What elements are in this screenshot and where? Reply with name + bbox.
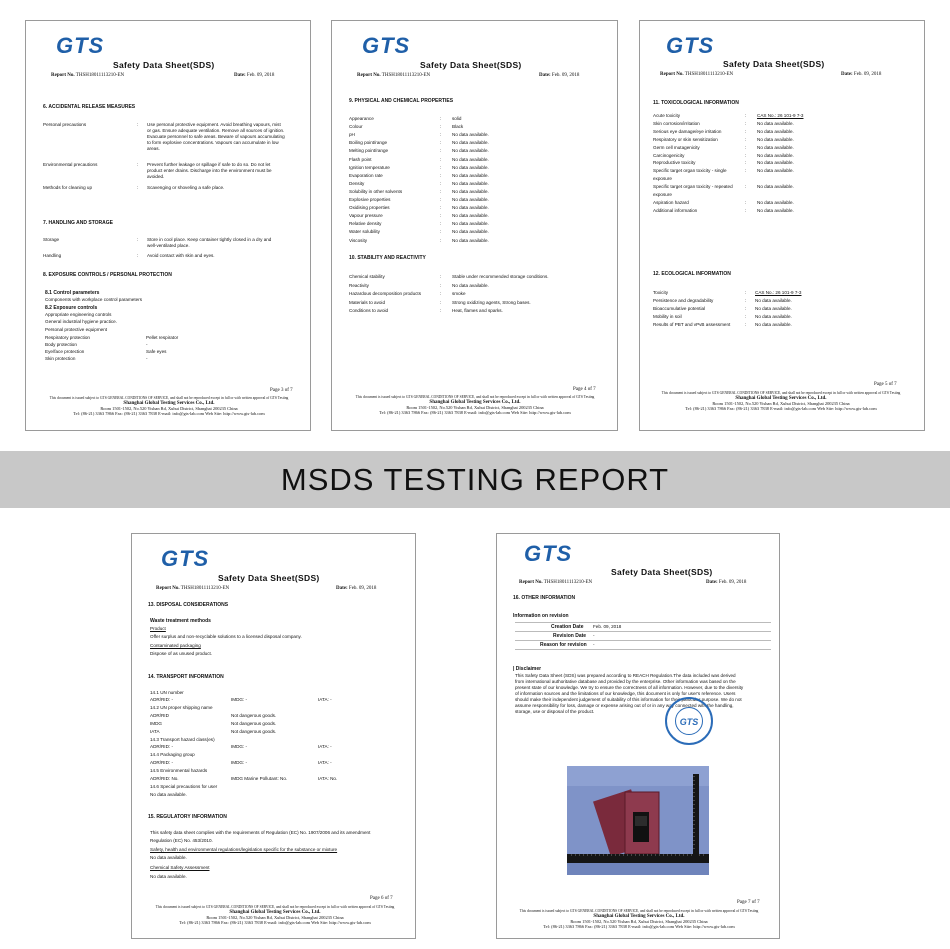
- section-9-heading: 9. PHYSICAL AND CHEMICAL PROPERTIES: [349, 98, 454, 104]
- list-item: [653, 167, 918, 175]
- gts-logo: GTS: [362, 33, 411, 58]
- item-colon: :: [745, 152, 747, 158]
- item-label: Specific target organ toxicity - single: [653, 168, 727, 174]
- chemical-safety-heading: Chemical Safety Assessment: [150, 865, 210, 870]
- item-label: Specific target organ toxicity - repeated: [653, 184, 733, 190]
- list-item: [349, 123, 609, 131]
- reason-value: -: [593, 642, 595, 647]
- list-item: [653, 183, 918, 191]
- certification-stamp: [665, 697, 713, 745]
- item-value: smoke: [452, 291, 466, 297]
- gts-logo: GTS: [524, 541, 573, 566]
- item-colon: :: [745, 168, 747, 174]
- item-value: No data available.: [757, 168, 794, 174]
- storage-value: Store in cool place. Keep container tightly closed in a dry and well-ventilated place.: [147, 237, 272, 248]
- list-item: [653, 128, 918, 136]
- revision-table-line: [515, 640, 771, 641]
- item-value: CAS No.: 26 101-9 7-3: [757, 113, 804, 118]
- special-precautions-heading: 14.6 Special precautions for user: [150, 784, 218, 789]
- item-colon: :: [440, 282, 442, 288]
- item-label: Conditions to avoid: [349, 308, 389, 314]
- revision-info-heading: Information on revision: [513, 613, 569, 619]
- item-value: No data available.: [757, 128, 794, 134]
- item-colon: :: [440, 308, 442, 314]
- environmental-precautions-label: Environmental precautions: [43, 162, 98, 167]
- un-number-iata: IATA: -: [318, 697, 332, 702]
- item-colon: :: [440, 140, 442, 146]
- section-14-heading: 14. TRANSPORT INFORMATION: [148, 674, 224, 680]
- creation-date-label: Creation Date: [551, 624, 584, 630]
- sds-page-4: [331, 20, 618, 431]
- item-label: Viscosity: [349, 237, 368, 243]
- regulatory-legislation-heading: Safety, health and environmental regulations/legislation specific for the substance or mixture: [150, 847, 338, 852]
- item-label: exposure: [653, 176, 672, 182]
- item-colon: :: [745, 207, 747, 213]
- page-number: Page 6 of 7: [370, 896, 393, 901]
- shipping-iata-label: IATA: [150, 729, 160, 734]
- shipping-imdg-label: IMDG: [150, 721, 162, 726]
- un-number-adr: ADR/RID: -: [150, 697, 173, 702]
- body-label: Body protection: [45, 342, 77, 347]
- report-date: Date: Feb. 09, 2018: [706, 580, 747, 585]
- item-label: Relative density: [349, 221, 382, 227]
- item-label: Additional information: [653, 207, 698, 213]
- item-label: Skin corrosion/irritation: [653, 120, 700, 126]
- environmental-hazards-imdg: IMDG Marine Pollutant: No.: [231, 776, 288, 781]
- shipping-adr-label: ADR/RID: [150, 713, 169, 718]
- list-item: [653, 305, 918, 313]
- waste-treatment-heading: Waste treatment methods: [150, 618, 211, 624]
- item-value: No data available.: [452, 229, 489, 235]
- item-value: No data available.: [757, 152, 794, 158]
- report-date: Date: Feb. 09, 2018: [539, 73, 580, 78]
- list-item: [349, 164, 609, 172]
- item-value: No data available.: [452, 205, 489, 211]
- item-colon: :: [745, 160, 747, 166]
- item-colon: :: [440, 172, 442, 178]
- report-date: Date: Feb. 09, 2018: [234, 73, 275, 78]
- item-colon: :: [745, 199, 747, 205]
- list-item: [349, 282, 609, 291]
- shipping-name-heading: 14.2 UN proper shipping name: [150, 705, 213, 710]
- regulatory-legislation-text: No data available.: [150, 855, 187, 860]
- item-label: Flash point: [349, 156, 372, 162]
- item-value: Strong oxidizing agents, Strong bases.: [452, 299, 531, 305]
- gts-logo: GTS: [666, 33, 715, 58]
- list-item: [349, 237, 609, 245]
- colon: :: [137, 253, 139, 258]
- list-item: [653, 152, 918, 160]
- item-value: No data available.: [757, 199, 794, 205]
- item-label: Materials to avoid: [349, 299, 386, 305]
- control-parameters-text: Components with workplace control parameters: [45, 297, 143, 302]
- item-colon: :: [440, 291, 442, 297]
- item-colon: :: [440, 124, 442, 130]
- sds-page-6: [131, 533, 416, 939]
- report-date: Date: Feb. 09, 2018: [841, 72, 882, 77]
- item-label: Explosive properties: [349, 197, 391, 202]
- item-value: solid: [452, 116, 462, 121]
- section-12-heading: 12. ECOLOGICAL INFORMATION: [653, 271, 731, 277]
- product-text: Offer surplus and non-recyclable solutions to a licensed disposal company.: [150, 634, 302, 639]
- section-8-heading: 8. EXPOSURE CONTROLS / PERSONAL PROTECTION: [43, 272, 172, 278]
- report-number: Report No. THSH18011113210-EN: [357, 73, 431, 78]
- list-item: [653, 207, 918, 215]
- cleaning-value: Scavenging or shoveling a safe place.: [147, 185, 225, 190]
- item-value: No data available.: [757, 207, 794, 213]
- sds-page-5: [639, 20, 925, 431]
- eye-label: Eye/face protection: [45, 349, 85, 354]
- section-7-heading: 7. HANDLING AND STORAGE: [43, 220, 114, 226]
- list-item: [349, 307, 609, 316]
- item-colon: :: [745, 306, 747, 311]
- sds-page-3: [25, 20, 311, 431]
- revision-date-label: Revision Date: [553, 633, 587, 639]
- list-item: [349, 228, 609, 236]
- stamp-logo: GTS: [675, 707, 703, 735]
- section-11-heading: 11. TOXICOLOGICAL INFORMATION: [653, 100, 739, 106]
- section-15-heading: 15. REGULATORY INFORMATION: [148, 814, 227, 820]
- un-number-imdg: IMDG: -: [231, 697, 248, 702]
- hazard-class-imdg: IMDG: -: [231, 744, 248, 749]
- skin-value: -: [146, 356, 148, 361]
- item-colon: :: [440, 164, 442, 170]
- sds-page-7: [496, 533, 780, 939]
- item-label: Results of PBT and vPvB assessment: [653, 322, 731, 327]
- item-colon: :: [745, 298, 747, 303]
- colon: :: [137, 162, 139, 167]
- environmental-hazards-iata: IATA: No.: [318, 776, 338, 781]
- item-label: exposure: [653, 192, 672, 197]
- revision-table-line: [515, 649, 771, 650]
- page-number: Page 3 of 7: [270, 388, 293, 393]
- item-label: Evaporation rate: [349, 172, 383, 178]
- item-colon: :: [440, 229, 442, 235]
- product-photo: [567, 766, 709, 875]
- item-colon: :: [745, 314, 747, 319]
- item-colon: :: [440, 205, 442, 211]
- packaging-group-imdg: IMDG: -: [231, 760, 248, 765]
- hazard-class-adr: ADR/RID: -: [150, 744, 173, 749]
- section-13-heading: 13. DISPOSAL CONSIDERATIONS: [148, 602, 229, 608]
- list-item: [349, 172, 609, 180]
- contaminated-packaging-heading: Contaminated packaging: [150, 643, 201, 648]
- item-label: Acute toxicity: [653, 113, 681, 118]
- body-value: -: [146, 342, 148, 347]
- item-label: Oxidising properties: [349, 205, 390, 211]
- item-colon: :: [745, 290, 747, 295]
- disclaimer-heading: | Disclaimer: [513, 666, 542, 672]
- item-colon: :: [745, 120, 747, 126]
- creation-date-value: Feb. 09, 2018: [593, 624, 622, 629]
- product-heading: Product: [150, 626, 166, 631]
- item-colon: :: [440, 274, 442, 279]
- revision-table-line: [515, 622, 771, 623]
- page-footer: This document is issued subject to GTS GENERAL CONDITIONS OF SERVICE, and shall not be reproduced except in full or with written approval of GTS Testing Shanghai Global Testing Services Co., Ltd. Room 1501-1502, No.520 Yishan Rd, Xuhui District, Shanghai 200235 China Tel: (86-21) 3363 7866 Fax: (86-21) 3363 7838 E-mail: info@gts-lab.com Web Site: http://www.gts-lab.com: [49, 396, 289, 416]
- gts-logo: GTS: [56, 33, 105, 58]
- item-label: Hazardous decomposition products: [349, 291, 422, 297]
- page-footer: This document is issued subject to GTS GENERAL CONDITIONS OF SERVICE, and shall not be reproduced except in full or with written approval of GTS Testing Shanghai Global Testing Services Co., Ltd. Room 1501-1502, No.520 Yishan Rd, Xuhui District, Shanghai 200235 China Tel: (86-21) 3363 7866 Fax: (86-21) 3363 7838 E-mail: info@gts-lab.com Web Site: http://www.gts-lab.com: [661, 391, 901, 411]
- sds-title: Safety Data Sheet(SDS): [611, 567, 713, 577]
- regulatory-text-2: Regulation (EC) No. 453/2010.: [150, 838, 213, 843]
- page-footer: This document is issued subject to GTS GENERAL CONDITIONS OF SERVICE, and shall not be reproduced except in full or with written approval of GTS Testing Shanghai Global Testing Services Co., Ltd. Room 1501-1502, No.520 Yishan Rd, Xuhui District, Shanghai 200235 China Tel: (86-21) 3363 7866 Fax: (86-21) 3363 7838 E-mail: info@gts-lab.com Web Site: http://www.gts-lab.com: [519, 909, 759, 929]
- list-item: [653, 297, 918, 305]
- sds-title: Safety Data Sheet(SDS): [420, 60, 522, 70]
- list-item: [653, 112, 918, 120]
- revision-table-line: [515, 631, 771, 632]
- respiratory-label: Respiratory protection: [45, 335, 90, 340]
- packaging-group-iata: IATA: -: [318, 760, 332, 765]
- list-item: [349, 220, 609, 228]
- colon: :: [137, 122, 139, 127]
- page-footer: This document is issued subject to GTS GENERAL CONDITIONS OF SERVICE, and shall not be reproduced except in full or with written approval of GTS Testing Shanghai Global Testing Services Co., Ltd. Room 1501-1502, No.520 Yishan Rd, Xuhui District, Shanghai 200235 China Tel: (86-21) 3363 7866 Fax: (86-21) 3363 7838 E-mail: info@gts-lab.com Web Site: http://www.gts-lab.com: [155, 905, 395, 925]
- reason-label: Reason for revision: [540, 642, 587, 648]
- item-label: Chemical stability: [349, 274, 385, 279]
- disclaimer-text: This Safety Data Sheet (SDS) was prepared according to REACH Regulation.The data included was derived from international authoritative database and provided by the enterprise. Other information was based on the present state of our knowledge. We try to ensure the correctness of all information. However, due to the diversity of information sources and the limitations of our knowledge, this document is only for user's reference. Users should make their independent judgement of suitability of this information for their particular purpose. We do not assume responsibility for loss, damage or expense arising out of or in any way connected with the handling, storage, use or disposal of the product.: [515, 673, 744, 714]
- list-item: [349, 139, 609, 147]
- item-value: No data available.: [452, 213, 489, 219]
- item-value: No data available.: [452, 164, 489, 170]
- item-label: Aspiration hazard: [653, 199, 689, 205]
- list-item: [349, 290, 609, 299]
- item-label: Colour: [349, 124, 363, 130]
- skin-label: Skin protection: [45, 356, 76, 361]
- item-value: No data available.: [452, 140, 489, 146]
- item-label: Respiratory or skin sensitization: [653, 136, 718, 142]
- item-label: Ignition temperature: [349, 164, 390, 170]
- packaging-group-adr: ADR/RID: -: [150, 760, 173, 765]
- item-label: Vapour pressure: [349, 213, 383, 219]
- item-colon: :: [745, 113, 747, 118]
- item-value: No data available.: [452, 148, 489, 154]
- report-number: Report No. THSH18011113210-EN: [156, 586, 230, 591]
- respiratory-value: Pellet respirator: [146, 335, 179, 340]
- un-number-heading: 14.1 UN number: [150, 690, 184, 695]
- item-label: Bioaccumulative potential: [653, 306, 706, 311]
- storage-label: Storage: [43, 237, 60, 242]
- shipping-iata-value: Not dangerous goods.: [231, 729, 277, 734]
- item-colon: :: [440, 132, 442, 138]
- personal-precautions-value: Use personal protective equipment. Avoid breathing vapours, mist or gas. Ensure adequate ventilation. Remove all sources of ignition. Evacuate personnel to safe areas. Beware of vapours accumulating to form explosive concentrations. Vapours can accumulate in low areas.: [147, 122, 285, 151]
- revision-date-value: -: [593, 633, 595, 638]
- list-item: [653, 120, 918, 128]
- item-label: Germ cell mutagenicity: [653, 144, 700, 150]
- item-value: No data available.: [757, 160, 794, 166]
- list-item: [349, 196, 609, 204]
- shipping-imdg-value: Not dangerous goods.: [231, 721, 277, 726]
- item-label: pH: [349, 132, 355, 138]
- section-10-heading: 10. STABILITY AND REACTIVITY: [349, 255, 426, 261]
- shipping-adr-value: Not dangerous goods.: [231, 713, 277, 718]
- list-item: [653, 175, 918, 183]
- packaging-group-heading: 14.4 Packaging group: [150, 752, 195, 757]
- item-value: No data available.: [452, 156, 489, 162]
- sds-title: Safety Data Sheet(SDS): [723, 59, 825, 69]
- gts-logo: GTS: [161, 546, 210, 571]
- sds-title: Safety Data Sheet(SDS): [113, 60, 215, 70]
- list-item: [653, 321, 918, 329]
- item-colon: :: [440, 221, 442, 227]
- item-label: Carcinogenicity: [653, 152, 685, 158]
- item-colon: :: [745, 322, 747, 327]
- contaminated-packaging-text: Dispose of as unused product.: [150, 651, 213, 656]
- handling-value: Avoid contact with skin and eyes.: [147, 253, 215, 258]
- colon: :: [137, 237, 139, 242]
- item-colon: :: [745, 144, 747, 150]
- list-item: [349, 180, 609, 188]
- section-16-heading: 16. OTHER INFORMATION: [513, 595, 576, 601]
- ppe-heading: Personal protective equipment: [45, 327, 108, 332]
- item-value: Heat, flames and sparks.: [452, 308, 503, 314]
- special-precautions-text: No data available.: [150, 792, 187, 797]
- item-value: No data available.: [757, 144, 794, 150]
- item-value: Stable under recommended storage conditions.: [452, 274, 549, 279]
- list-item: [653, 144, 918, 152]
- item-value: CAS No.: 26 101-9 7-3: [755, 290, 802, 295]
- item-value: No data available.: [452, 221, 489, 227]
- item-value: No data available.: [452, 132, 489, 138]
- list-item: [349, 299, 609, 308]
- item-colon: :: [440, 116, 442, 121]
- list-item: [653, 289, 918, 297]
- item-label: Water solubility: [349, 229, 380, 235]
- list-item: [653, 191, 918, 199]
- hygiene-practice: General industrial hygiene practice.: [45, 319, 118, 324]
- list-item: [349, 188, 609, 196]
- page-number: Page 4 of 7: [573, 387, 596, 392]
- item-value: No data available.: [452, 172, 489, 178]
- personal-precautions-label: Personal precautions: [43, 122, 87, 127]
- chemical-safety-text: No data available.: [150, 874, 187, 879]
- environmental-hazards-adr: ADR/RID: No.: [150, 776, 179, 781]
- list-item: [653, 136, 918, 144]
- item-colon: :: [440, 213, 442, 219]
- item-label: Melting point/range: [349, 148, 389, 154]
- section-6-heading: 6. ACCIDENTAL RELEASE MEASURES: [43, 104, 136, 110]
- environmental-hazards-heading: 14.5 Environmental hazards: [150, 768, 208, 773]
- report-number: Report No. THSH18011113210-EN: [51, 73, 125, 78]
- item-label: Reproductive toxicity: [653, 160, 696, 166]
- list-item: [653, 199, 918, 207]
- report-date: Date: Feb. 09, 2018: [336, 586, 377, 591]
- eye-value: Safe eyes: [146, 349, 167, 354]
- list-item: [349, 204, 609, 212]
- item-label: Persistence and degradability: [653, 298, 714, 303]
- item-colon: :: [440, 180, 442, 186]
- item-colon: :: [440, 148, 442, 154]
- item-value: No data available.: [452, 282, 489, 288]
- item-value: No data available.: [755, 298, 792, 303]
- report-number: Report No. THSH18011113210-EN: [519, 580, 593, 585]
- product-photo-image: [567, 766, 709, 875]
- item-value: No data available.: [757, 120, 794, 126]
- item-value: No data available.: [755, 306, 792, 311]
- environmental-precautions-value: Prevent further leakage or spillage if safe to do so. Do not let product enter drains. Discharge into the environment must be avoided.: [147, 162, 272, 179]
- sds-title: Safety Data Sheet(SDS): [218, 573, 320, 583]
- item-colon: :: [745, 128, 747, 134]
- item-value: Black: [452, 124, 464, 130]
- page-footer: This document is issued subject to GTS GENERAL CONDITIONS OF SERVICE, and shall not be reproduced except in full or with written approval of GTS Testing Shanghai Global Testing Services Co., Ltd. Room 1501-1502, No.520 Yishan Rd, Xuhui District, Shanghai 200235 China Tel: (86-21) 3363 7866 Fax: (86-21) 3363 7838 E-mail: info@gts-lab.com Web Site: http://www.gts-lab.com: [355, 395, 595, 415]
- list-item: [349, 147, 609, 155]
- hazard-class-iata: IATA: -: [318, 744, 332, 749]
- regulatory-text-1: This safety data sheet complies with the requirements of Regulation (EC) No. 1907/2006 and its amendment: [150, 830, 371, 835]
- hazard-class-heading: 14.3 Transport hazard class(es): [150, 737, 215, 742]
- list-item: [653, 159, 918, 167]
- item-value: No data available.: [452, 180, 489, 186]
- exposure-controls-heading: 8.2 Exposure controls: [45, 305, 98, 311]
- list-item: [349, 273, 609, 282]
- item-colon: :: [745, 136, 747, 142]
- list-item: [349, 156, 609, 164]
- list-item: [349, 115, 609, 123]
- item-label: Reactivity: [349, 282, 369, 288]
- item-label: Boiling point/range: [349, 140, 388, 146]
- item-value: No data available.: [757, 136, 794, 142]
- list-item: [349, 131, 609, 139]
- item-colon: :: [440, 237, 442, 243]
- item-label: Serious eye damage/eye irritation: [653, 128, 722, 134]
- item-value: No data available.: [755, 314, 792, 319]
- engineering-controls: Appropriate engineering controls: [45, 312, 112, 317]
- item-colon: :: [440, 156, 442, 162]
- item-colon: :: [440, 197, 442, 202]
- item-colon: :: [440, 299, 442, 305]
- item-value: No data available.: [757, 184, 794, 190]
- handling-label: Handling: [43, 253, 62, 258]
- item-colon: :: [440, 188, 442, 194]
- item-label: Appearance: [349, 116, 374, 121]
- list-item: [349, 212, 609, 220]
- item-label: Mobility in soil: [653, 314, 682, 319]
- report-number: Report No. THSH18011113210-EN: [660, 72, 734, 77]
- cleaning-label: Methods for cleaning up: [43, 185, 93, 190]
- item-value: No data available.: [755, 322, 792, 327]
- item-value: No data available.: [452, 197, 489, 202]
- item-value: No data available.: [452, 188, 489, 194]
- item-value: No data available.: [452, 237, 489, 243]
- page-number: Page 5 of 7: [874, 382, 897, 387]
- list-item: [653, 313, 918, 321]
- page-number: Page 7 of 7: [737, 900, 760, 905]
- item-colon: :: [745, 184, 747, 190]
- banner-title: MSDS TESTING REPORT: [280, 462, 670, 497]
- control-parameters-heading: 8.1 Control parameters: [45, 290, 100, 296]
- item-label: Toxicity: [653, 290, 669, 295]
- colon: :: [137, 185, 139, 190]
- item-label: Solubility in other solvents: [349, 188, 403, 194]
- item-label: Density: [349, 180, 365, 186]
